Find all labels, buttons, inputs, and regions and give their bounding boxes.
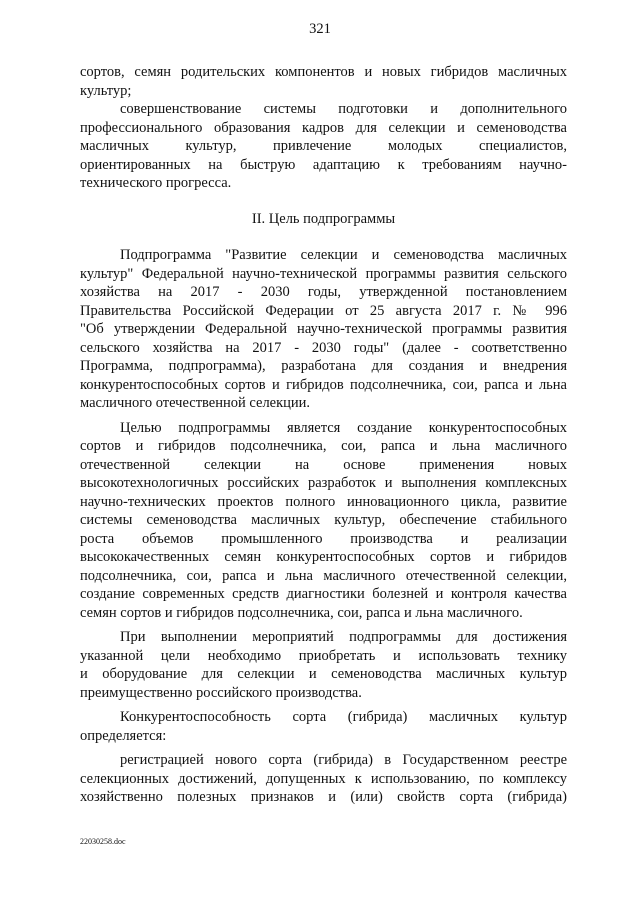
paragraph-subprogram-intro xyxy=(80,246,567,413)
paragraph-seeds-continuation xyxy=(80,63,567,100)
text-line: научно-технических проектов полного инновационного цикла, развитие xyxy=(80,493,567,510)
text-line: создание современных средств диагностики болезней и контроля качества xyxy=(80,586,567,602)
section-heading: II. Цель подпрограммы xyxy=(251,210,396,227)
paragraph-education-improvement-cont xyxy=(80,119,567,193)
text-line: профессионального образования кадров для селекции и семеноводства xyxy=(80,119,567,136)
text-line: культур; xyxy=(80,82,132,99)
text-line: отечественной селекции на основе применения новых xyxy=(80,456,567,473)
text-line: сортов и гибридов подсолнечника, сои, рапса и льна масличного xyxy=(80,438,567,454)
document-body xyxy=(80,63,567,807)
text-line: При выполнении мероприятий подпрограммы для достижения xyxy=(120,629,567,645)
text-line: преимущественно российского производства. xyxy=(80,684,362,701)
text-line: совершенствование системы подготовки и дополнительного xyxy=(120,101,567,117)
text-line: сортов, семян родительских компонентов и новых гибридов масличных xyxy=(80,64,567,80)
text-line: Программа, подпрограмма), разработана для создания и внедрения xyxy=(80,358,567,374)
paragraph-equipment xyxy=(80,628,567,702)
text-line: культур" Федеральной научно-технической программы развития сельского xyxy=(80,265,567,282)
text-line: роста объемов промышленного производства и реализации xyxy=(80,530,567,547)
text-line: ориентированных на быструю адаптацию к требованиям научно- xyxy=(80,156,567,173)
text-line: семян сортов и гибридов подсолнечника, сои, рапса и льна масличного. xyxy=(80,604,523,621)
text-line: конкурентоспособных сортов и гибридов подсолнечника, сои, рапса и льна xyxy=(80,376,567,393)
text-line: хозяйства на 2017 - 2030 годы, утвержденной постановлением xyxy=(80,284,567,300)
paragraph-registration xyxy=(80,751,567,807)
text-line: масличного отечественной селекции. xyxy=(80,395,311,411)
text-line: регистрацией нового сорта (гибрида) в Государственном реестре xyxy=(120,752,567,768)
text-line: и оборудование для селекции и семеноводства масличных культур xyxy=(80,666,567,682)
text-line: хозяйственно полезных признаков и (или) свойств сорта (гибрида) xyxy=(80,789,567,805)
document-file-code: 22030258.doc xyxy=(80,837,126,846)
text-line: селекционных достижений, допущенных к использованию, по комплексу xyxy=(80,770,567,787)
page-number: 321 xyxy=(309,21,331,37)
text-line: высокотехнологичных российских разработок и выполнения комплексных xyxy=(80,475,567,491)
text-line: высококачественных семян конкурентоспособных сортов и гибридов xyxy=(80,549,567,565)
text-line: указанной цели необходимо приобретать и использовать технику xyxy=(80,647,567,664)
text-line: технического прогресса. xyxy=(80,175,232,191)
paragraph-competitiveness xyxy=(80,708,567,745)
text-line: Подпрограмма "Развитие селекции и семеноводства масличных xyxy=(120,247,567,263)
text-line: сельского хозяйства на 2017 - 2030 годы" (далее - соответственно xyxy=(80,339,567,356)
text-line: системы семеноводства масличных культур, обеспечение стабильного xyxy=(80,512,567,528)
text-line: Целью подпрограммы является создание конкурентоспособных xyxy=(120,419,567,436)
paragraph-education-improvement xyxy=(80,100,567,119)
text-line: масличных культур, привлечение молодых специалистов, xyxy=(80,138,567,154)
text-line: подсолнечника, сои, рапса и льна масличного отечественной селекции, xyxy=(80,567,567,584)
text-line: определяется: xyxy=(80,727,167,744)
text-line: Правительства Российской Федерации от 25 августа 2017 г. № 996 xyxy=(80,302,567,319)
paragraph-subprogram-goal xyxy=(80,419,567,623)
text-line: Конкурентоспособность сорта (гибрида) масличных культур xyxy=(120,709,567,725)
text-line: "Об утверждении Федеральной научно-технической программы развития xyxy=(80,321,567,337)
